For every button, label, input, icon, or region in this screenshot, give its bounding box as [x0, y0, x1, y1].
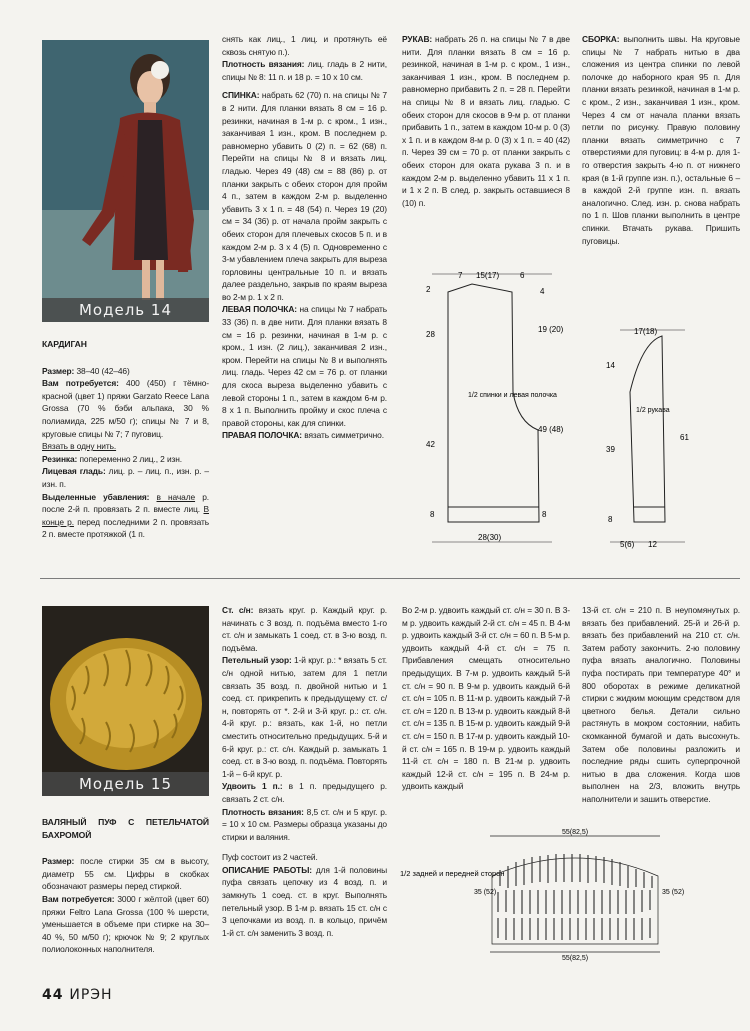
sleeve-label: РУКАВ:: [402, 34, 433, 44]
increase-text: в 1 п. предыдущего р. связать 2 ст. с/н.: [222, 781, 387, 804]
right-front-text: вязать симметрично.: [304, 430, 384, 441]
dim-bottom: 28(30): [478, 533, 502, 542]
pouf-parts: Пуф состоит из 2 частей.: [222, 852, 318, 863]
increase-label: Удвоить 1 п.:: [222, 781, 283, 792]
pouf-diagram-caption: 1/2 задней и передней сторон: [400, 869, 505, 878]
size-value: 38–40 (42–46): [76, 365, 130, 376]
pouf-info-column: [42, 816, 209, 956]
cardigan-column-3: [402, 33, 570, 209]
loop-pattern-text: 1-й круг. р.: * вязать 5 ст. с/н одной нитью, затем для 1 петли связать 35 возд. п. двойной нитью и 1 соед. ст. прикрепить к предыдущему ст. с/н, повторять от *. 2-й и 3-й круг. р.: ст. с/н. 4-й круг. р.: вязать, как 1-й, но петли сместить относительно предыдущих. 5-й и 6-й круг. р.: ст. с/н. Каждый р. замыкать 1 соед. ст. в 3-ю возд. п. подъёма. Повторять 1-й – 6-й круг. р.: [222, 655, 387, 779]
pouf-dim-left: 35 (52): [474, 889, 497, 896]
pouf-materials-value: 3000 г жёлтой (цвет 60) пряжи Feltro Lana Grossa (100 % шерсти, уменьшается в объеме при стирке на 30–40 %, 50 м/50 г); крючок № 9; 2 круглых полиолоконных наполнителя.: [42, 893, 209, 955]
sleeve-dim-band: 8: [608, 515, 613, 524]
rib-label: Резинка:: [42, 453, 78, 464]
dim-top-right: 6: [520, 271, 525, 280]
decrease-label: Выделенные убавления:: [42, 491, 150, 502]
pouf-dim-top: 55(82,5): [562, 829, 589, 836]
gauge-value: лиц. гладь в 2 нити, спицы № 8: 11 п. и 18 р. = 10 х 10 см.: [222, 59, 387, 82]
loop-pattern-label: Петельный узор:: [222, 655, 292, 666]
pouf-schematic: [400, 826, 690, 962]
dim-top-left: 7: [458, 271, 463, 280]
pouf-fringe: [498, 854, 652, 940]
decrease-continued: снять как лиц., 1 лиц. и протянуть её сквозь снятую п.).: [222, 34, 387, 57]
back-text: набрать 62 (70) п. на спицы № 7 в 2 нити. Для планки вязать 8 см = 16 р. резинки, начиная в 1-м р. с кром., 1 изн., заканчивая 1 изн., кром. В последнем р. равномерно убавить 0 (2) п. = 62 (68) п. Перейти на спицы № 8 и вязать лиц. гладью. Через 49 (48) см = 88 (86) р. от планки закрыть с обеих сторон для пройм 4 п., затем в каждом 2-м р. выделенно убавить 3 х 1 п. = 48 (54) п. Через 19 (20) см = 34 (36) р. от начала пройм закрыть с обеих сторон для плечевых скосов 5 п. и в каждом 2-м р. 3 х 4 (5) п. Одновременно с 3-м убавлением плеча закрыть для выреза горловины центральные 10 п. и вязать далее раздельно, закрыв по краям выреза во 2-м р. 1 х 2 п.: [222, 90, 387, 302]
left-front-text: на спицы № 7 набрать 33 (36) п. в две нити. Для планки вязать 8 см = 16 р. резинки, начиная в 1-м р. с кром., 1 изн. (2 лиц.), заканчивая 2 изн., кром. Перейти на спицы № 8 и выполнять лиц. гладь. Через 42 см = 76 р. от планки для скоса выреза выделенно убавить с левой стороны 1 п., затем в каждом 6-м р. 8 х 1 п. Выполнить пройму и скос плеча с правой стороны, как для спинки.: [222, 304, 387, 428]
dc-label: Ст. с/н:: [222, 605, 254, 615]
materials-value: 400 (450) г тёмно-красной (цвет 1) пряжи Garzato Reece Lana Grossa (70 % бэби альпака, 30 % полиамида, 225 м/50 г); спицы № 7 и 8, круговые спицы № 7; 7 пуговиц.: [42, 378, 209, 439]
magazine-name: ИРЭН: [69, 987, 113, 1003]
sleeve-dim-top: 17(18): [634, 327, 658, 336]
pouf-title: ВАЛЯНЫЙ ПУФ С ПЕТЕЛЬЧАТОЙ БАХРОМОЙ: [42, 817, 209, 840]
dim-right-mid: 19 (20): [538, 325, 564, 334]
cardigan-info-column: [42, 338, 209, 541]
dim-left-top: 2: [426, 285, 431, 294]
sleeve-dim-bottom-b: 12: [648, 540, 657, 549]
model-15-badge: Модель 15: [42, 772, 209, 796]
stockinette-value: лиц. р. – лиц. п., изн. р. – изн. п.: [42, 466, 209, 489]
sleeve-schematic: [590, 322, 710, 554]
assembly-text: выполнить швы. На круговые спицы № 7 набрать нитью в два сложения из центра спинки по левой полочке до наборного края 95 п. Для планки вязать резинкой, начиная в 1-м р. с кром., 2 изн., заканчивая 1 изн., кром. Через 4 см от начала планки вязать петли по рисунку. Правую половину планки вязать симметрично с 7 отверстиями для пуговиц: в 4-м р. для 1-го отверстия закрыть 4-ю п. от нижнего края (в 1-й группе изн. п.), остальные 6 – в каждой 2-й группе изн. п. вязать аналогично. След. изн. р. снова набрать по 1 п. Шов планки выполнить в центре спинки. Втачать рукава. Пришить пуговицы.: [582, 34, 740, 246]
pouf-gauge-label: Плотность вязания:: [222, 806, 304, 817]
assembly-label: СБОРКА:: [582, 34, 620, 44]
yarn-note: Вязать в одну нить.: [42, 441, 117, 452]
sleeve-center-label: 1/2 рукава: [636, 407, 670, 414]
sleeve-outline: [630, 336, 665, 522]
body-outline: [448, 284, 539, 522]
page-footer: [42, 987, 113, 1003]
pouf-dim-bottom: 55(82,5): [562, 955, 589, 962]
right-front-label: ПРАВАЯ ПОЛОЧКА:: [222, 430, 302, 441]
gauge-label: Плотность вязания:: [222, 59, 305, 70]
page-number: 44: [42, 987, 64, 1003]
pouf-work-text: для 1-й половины пуфа связать цепочку из 4 возд. п. и замкнуть 1 соед. ст. в круг. Выполнять петельный узор. В 1-м р. вязать 15 ст. с/н с 3 цепочками из возд. п. в кольцо, причём 1-й ст. с/н заменить 3 возд. п.: [222, 864, 387, 938]
dim-left-low: 42: [426, 440, 435, 449]
pouf-dim-right: 35 (52): [662, 889, 685, 896]
decrease-text-b: перед последними 2 п. провязать 2 п. вместе протяжкой (1 п.: [42, 516, 209, 540]
size-label: Размер:: [42, 365, 75, 376]
pouf-column-2: [222, 604, 387, 939]
back-label: СПИНКА:: [222, 90, 260, 101]
dim-right-low: 49 (48): [538, 425, 564, 434]
model-14-badge: Модель 14: [42, 298, 209, 322]
cardigan-title: КАРДИГАН: [42, 339, 87, 349]
pouf-work-label: ОПИСАНИЕ РАБОТЫ:: [222, 864, 312, 875]
pouf-gauge-text: 8,5 ст. с/н и 5 круг. р. = 10 х 10 см. Размеры образца указаны до стирки и валяния.: [222, 806, 387, 842]
dim-right-band: 8: [542, 510, 547, 519]
body-schematic: [412, 262, 572, 552]
pouf-rows-text: Во 2-м р. удвоить каждый ст. с/н = 30 п. В 3-м р. удвоить каждый 2-й ст. с/н = 45 п. В 4-м р. удвоить каждый 3-й ст. с/н = 60 п. В 5-м р. удвоить каждый 4-й ст. с/н = 75 п. Прибавления смещать относительно предыдущих. В 7-м р. удвоить каждый 5-й ст. с/н = 90 п. В 9-м р. удвоить каждый 6-й ст. с/н = 105 п. В 11-м р. удвоить каждый 7-й ст. с/н = 120 п. В 13-м р. удвоить каждый 8-й ст. с/н = 135 п. В 15-м р. удвоить каждый 9-й ст. с/н = 150 п. В 17-м р. удвоить каждый 10-й ст. с/н = 165 п. В 19-м р. удвоить каждый 11-й ст. с/н = 180 п. В 21-м р. удвоить каждый 12-й ст. с/н = 195 п. В 24-м р. удвоить каждый: [402, 605, 570, 792]
pouf-photo: [42, 606, 209, 796]
pouf-column-4: [582, 604, 740, 806]
sleeve-dim-bottom-a: 5(6): [620, 540, 635, 549]
sleeve-dim-right: 61: [680, 433, 689, 442]
dc-text: вязать круг. р. Каждый круг. р. начинать с 3 возд. п. подъёма вместо 1-го ст. с/н и замыкать 1 соед. ст. в 3-ю возд. п. подъёма.: [222, 605, 387, 653]
dim-left-mid: 28: [426, 330, 435, 339]
sleeve-dim-left-mid: 39: [606, 445, 615, 454]
body-center-label: 1/2 спинки и левая полочка: [468, 392, 557, 399]
section-divider: [40, 578, 740, 579]
pouf-size-label: Размер:: [42, 856, 75, 867]
dim-top-mid: 15(17): [476, 271, 500, 280]
cardigan-column-2: [222, 33, 387, 442]
cardigan-column-4: [582, 33, 740, 247]
left-front-label: ЛЕВАЯ ПОЛОЧКА:: [222, 304, 297, 315]
cardigan-illustration: [42, 40, 209, 322]
sleeve-text: набрать 26 п. на спицы № 7 в две нити. Для планки вязать 8 см = 16 р. резинкой, начиная в 1-м р. с кром., 1 изн., заканчивая 1 изн., кром. В последнем р. равномерно прибавить 2 п. = 28 п. Перейти на спицы № 8 и вязать лиц. гладью. С обеих сторон для скосов в 9-м р. от планки прибавить 1 п., затем в каждом 10-м р. 0 (3) х 1 п. и в каждом 8-м р. 0 (3) х 1 п. = 40 (42) п. Через 39 см = 70 р. от планки закрыть с обеих сторон для оката рукава 3 п. и в каждом 2-м р. выделенно убавить 11 х 1 п. и 1 х 2 п. В след. р. закрыть оставшиеся 8 (10) п.: [402, 34, 570, 208]
stockinette-label: Лицевая гладь:: [42, 466, 106, 477]
rib-value: попеременно 2 лиц., 2 изн.: [79, 453, 183, 464]
pouf-size-value: после стирки 35 см в высоту, диаметр 55 см. Цифры в скобках обозначают размеры перед стиркой.: [42, 856, 209, 892]
pouf-outline: [492, 858, 658, 944]
decrease-text-a: р. после 2-й п. провязать 2 п. вместе лиц.: [42, 491, 209, 515]
pouf-materials-label: Вам потребуется:: [42, 893, 115, 904]
decrease-end: В конце р.: [42, 504, 209, 527]
pouf-column-3: [402, 604, 570, 793]
dim-left-band: 8: [430, 510, 435, 519]
decrease-start: в начале: [156, 491, 196, 502]
sleeve-dim-left-top: 14: [606, 361, 615, 370]
pouf-finishing-text: 13-й ст. с/н = 210 п. В неупомянутых р. вязать без прибавлений. 25-й и 26-й р. вязать без прибавлений на 210 ст. с/н. Затем работу закончить. 2-ю половину пуфа вязать аналогично. Половины пуфа постирать при температуре 40° и 800 оборотах в режиме деликатной стирки с жидким моющим средством для цветного белья. Детали сильно растянуть в мокром состоянии, набить скомканной бумагой и дать высохнуть. Затем обе половины разложить и последние ряды сшить суперпрочной нитью в два сложения. Когда шов выполнен на 2/3, вложить внутрь наполнители и зашить отверстие.: [582, 605, 740, 804]
cardigan-photo: [42, 40, 209, 322]
materials-label: Вам потребуется:: [42, 378, 119, 389]
dim-right-top: 4: [540, 287, 545, 296]
pouf-illustration: [42, 606, 209, 796]
